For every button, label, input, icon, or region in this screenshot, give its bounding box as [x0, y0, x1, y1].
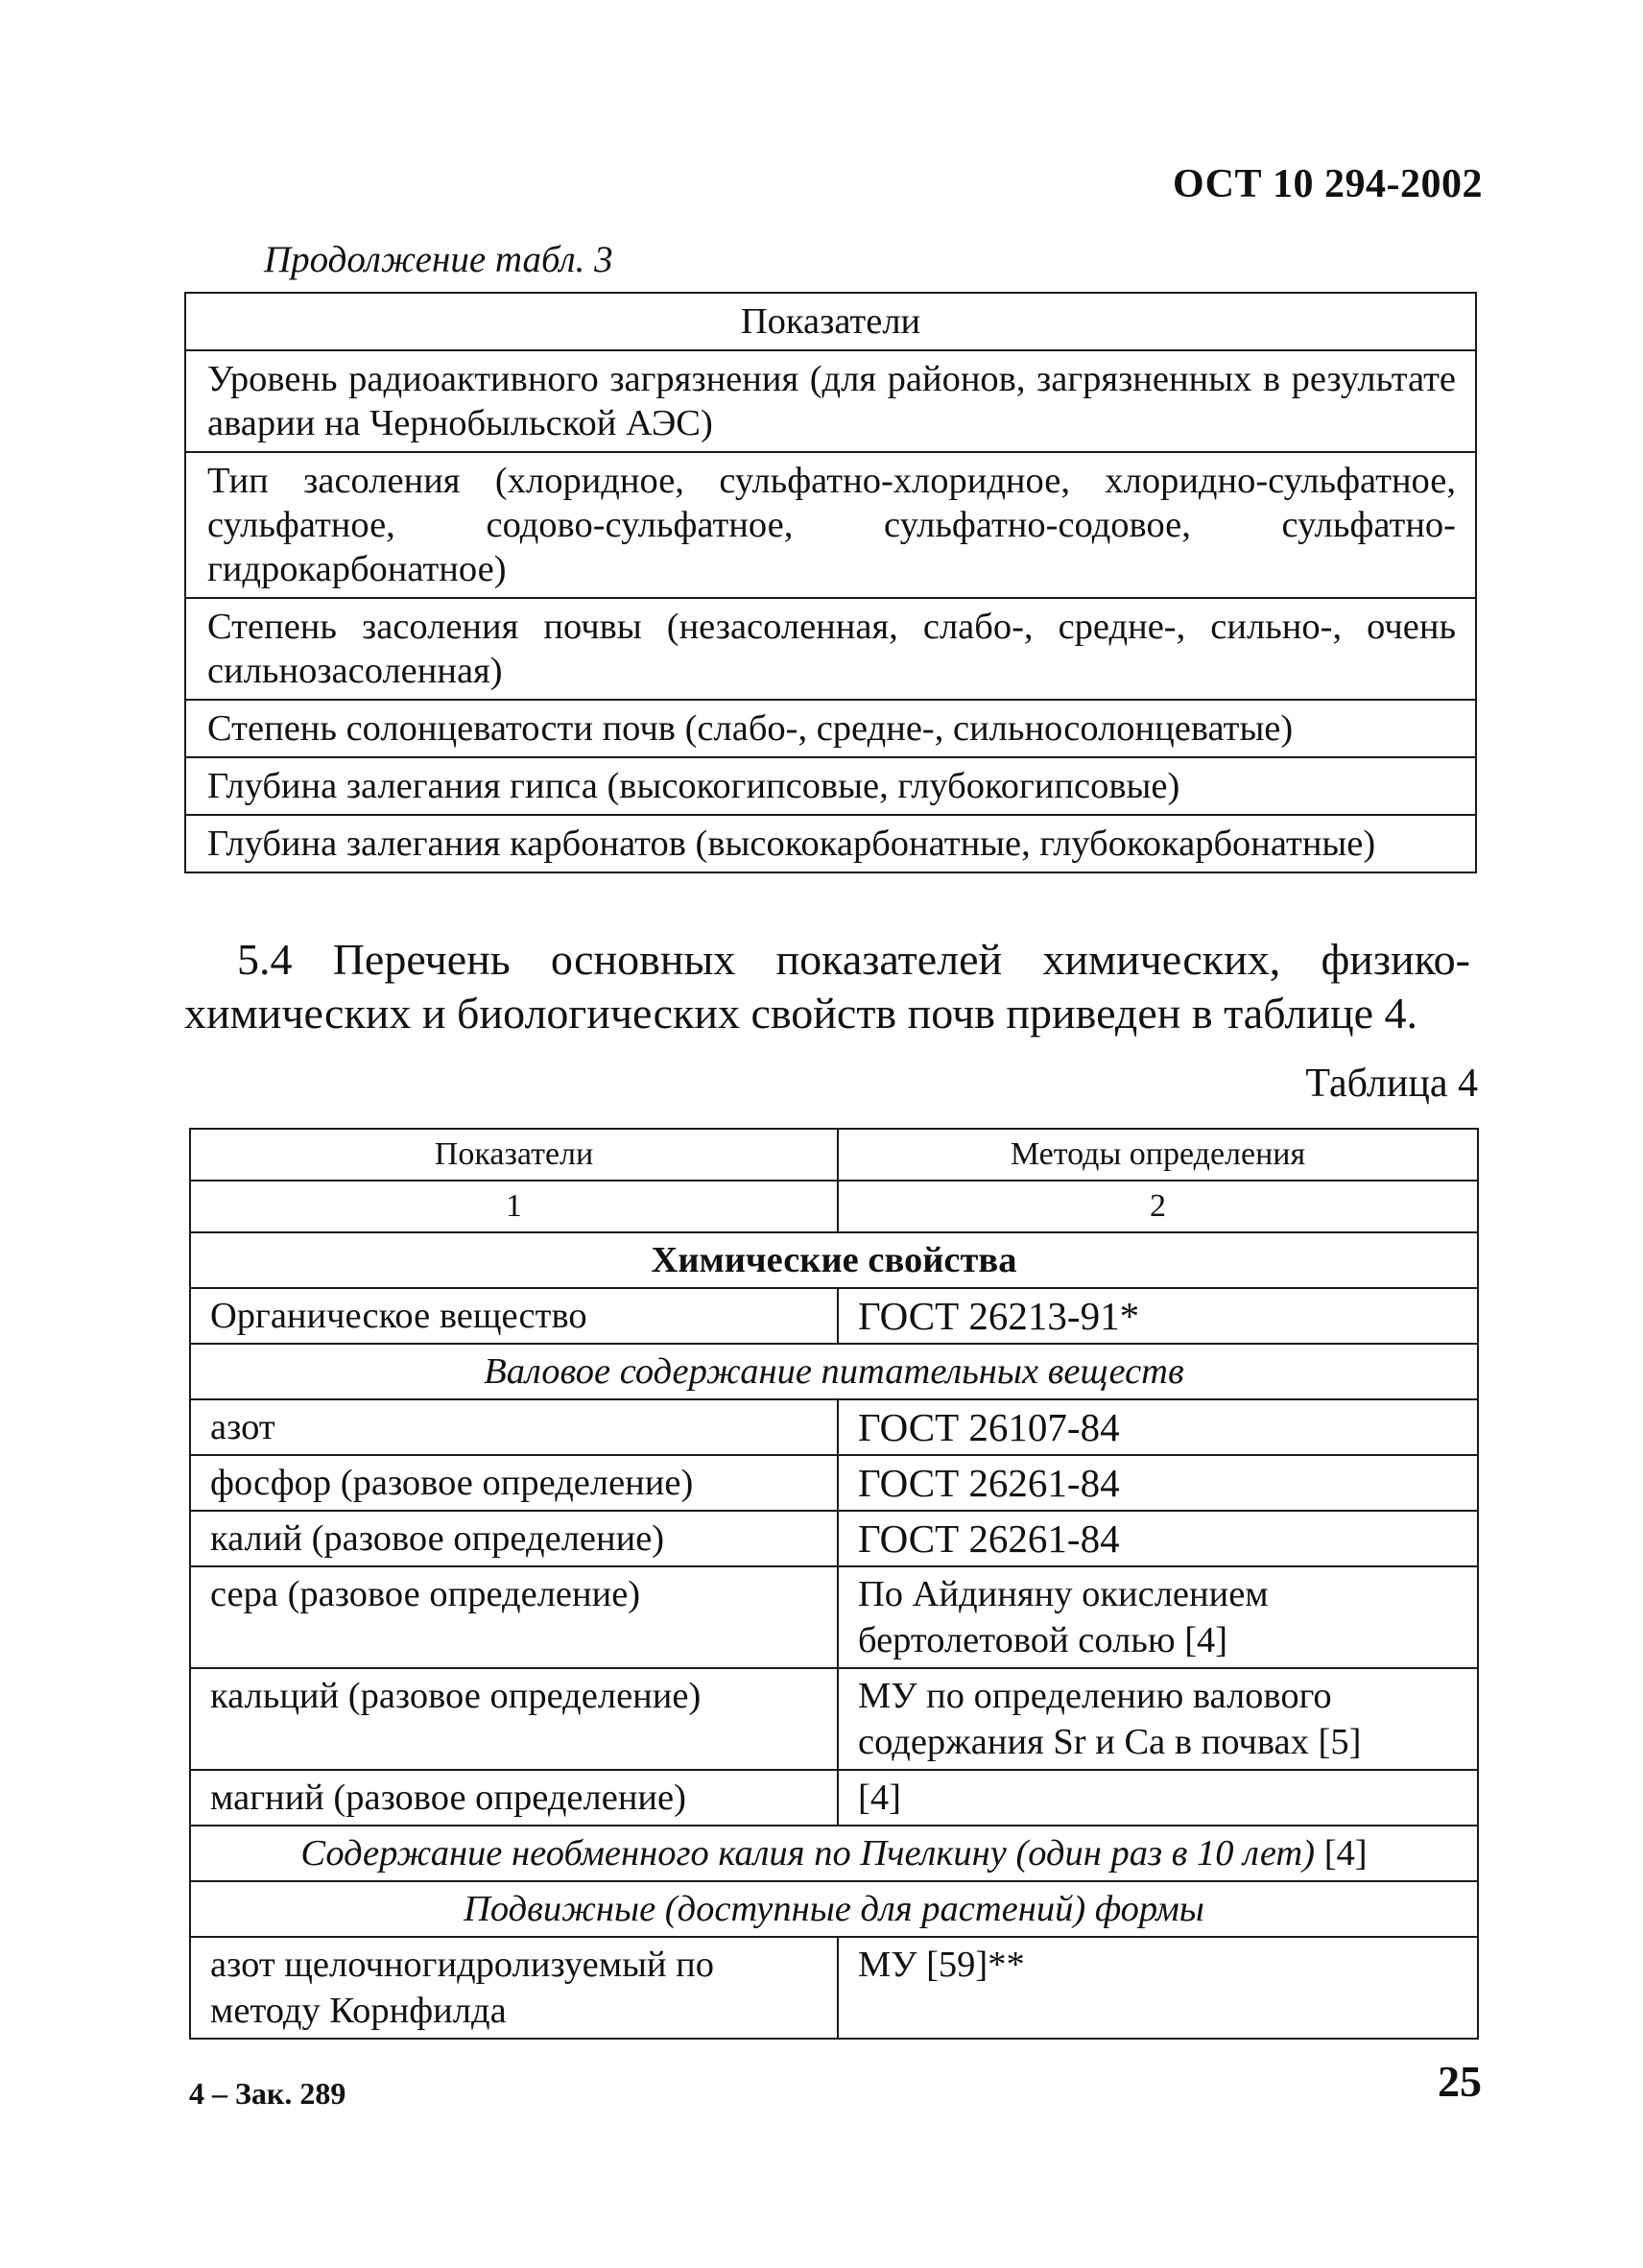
table4-section-chemical: Химические свойства [190, 1232, 1478, 1288]
table3-row: Тип засоления (хлоридное, сульфатно-хлоридное, хлоридно-сульфатное, сульфатное, содово-сульфатное, сульфатно-содовое, сульфатно-гидрокарбонатное) [185, 452, 1476, 598]
table4-row-name: фосфор (разовое определение) [190, 1455, 838, 1511]
table3-row: Глубина залегания гипса (высокогипсовые, глубокогипсовые) [185, 757, 1476, 815]
table4-row-method: ГОСТ 26261-84 [838, 1511, 1478, 1566]
table3-row: Уровень радиоактивного загрязнения (для районов, загрязненных в результате аварии на Чернобыльской АЭС) [185, 350, 1476, 452]
table4-row-method: По Айдиняну окислением бертолетовой солью [4] [838, 1566, 1478, 1668]
table4-col-number: 1 [190, 1181, 838, 1232]
table4-row-name: азот [190, 1399, 838, 1455]
table3-continuation-caption: Продолжение табл. 3 [264, 239, 613, 280]
table4-row-method: МУ [59]** [838, 1937, 1478, 2039]
table4-row-method: МУ по определению валового содержания Sr и Ca в почвах [5] [838, 1668, 1478, 1770]
table4-row-method: ГОСТ 26261-84 [838, 1455, 1478, 1511]
table4-col-number: 2 [838, 1181, 1478, 1232]
table4-row-method: ГОСТ 26107-84 [838, 1399, 1478, 1455]
table4-row-name: кальций (разовое определение) [190, 1668, 838, 1770]
table4-row-method: ГОСТ 26213-91* [838, 1288, 1478, 1344]
table3-row: Степень солонцеватости почв (слабо-, средне-, сильносолонцеватые) [185, 700, 1476, 757]
table4-subsection-nonexchangeable-potassium [190, 1826, 1478, 1881]
page-number: 25 [1438, 2057, 1482, 2106]
table4-row-name: калий (разовое определение) [190, 1511, 838, 1566]
table4-row-name: азот щелочногидролизуемый по методу Корнфилда [190, 1937, 838, 2039]
table4 [189, 1128, 1479, 2040]
table3-header: Показатели [185, 293, 1476, 350]
section-5-4-paragraph: 5.4 Перечень основных показателей химических, физико-химических и биологических свойств почв приведен в таблице 4. [184, 935, 1470, 1038]
table4-subsection-text: Содержание необменного калия по Пчелкину (один раз в 10 лет) [300, 1833, 1316, 1874]
table4-col-header-indicators: Показатели [190, 1129, 838, 1181]
footer-order-number: 4 – Зак. 289 [189, 2076, 346, 2111]
table4-row-method: [4] [838, 1770, 1478, 1826]
table4-col-header-methods: Методы определения [838, 1129, 1478, 1181]
table4-subsection-mobile-forms: Подвижные (доступные для растений) формы [190, 1881, 1478, 1937]
table4-row-name: Органическое вещество [190, 1288, 838, 1344]
table4-subsection-reference: [4] [1315, 1833, 1368, 1874]
table4-subsection-total-nutrients: Валовое содержание питательных веществ [190, 1344, 1478, 1399]
table4-caption: Таблица 4 [1305, 1062, 1478, 1106]
table4-row-name: магний (разовое определение) [190, 1770, 838, 1826]
table3 [184, 292, 1477, 873]
table3-row: Степень засоления почвы (незасоленная, слабо-, средне-, сильно-, очень сильнозасоленная) [185, 598, 1476, 700]
table4-row-name: сера (разовое определение) [190, 1566, 838, 1668]
document-code: ОСТ 10 294-2002 [1172, 162, 1483, 206]
table3-row: Глубина залегания карбонатов (высококарбонатные, глубококарбонатные) [185, 815, 1476, 872]
